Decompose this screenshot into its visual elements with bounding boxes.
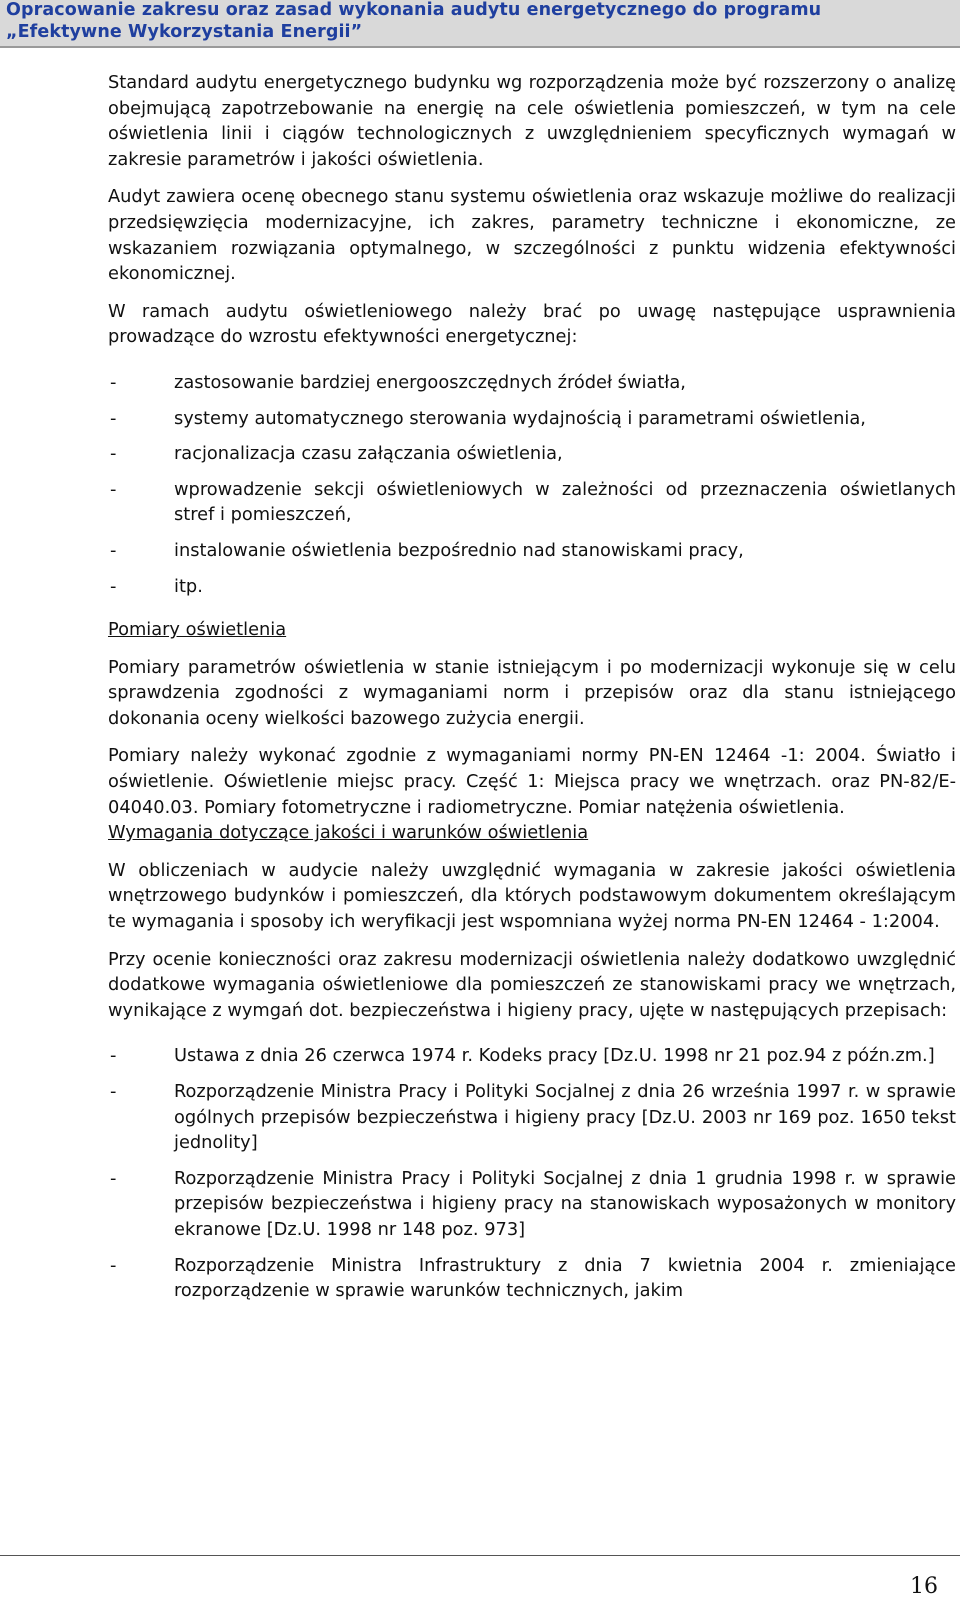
list-item-text: Ustawa z dnia 26 czerwca 1974 r. Kodeks pracy [Dz.U. 1998 nr 21 poz.94 z późn.zm.] (174, 1045, 935, 1067)
list-item (108, 538, 956, 564)
list-item-text: Rozporządzenie Ministra Infrastruktury z dnia 7 kwietnia 2004 r. zmieniające rozporządzenie w sprawie warunków technicznych, jakim (174, 1254, 956, 1302)
regulations-list (108, 1043, 956, 1303)
paragraph-improvements-intro: W ramach audytu oświetleniowego należy brać po uwagę następujące usprawnienia prowadzące do wzrostu efektywności energetycznej: (108, 300, 956, 348)
list-item (108, 1079, 956, 1156)
list-item-text: instalowanie oświetlenia bezpośrednio nad stanowiskami pracy, (174, 539, 744, 561)
list-item (108, 1166, 956, 1243)
paragraph-measurement-purpose: Pomiary parametrów oświetlenia w stanie istniejącym i po modernizacji wykonuje się w celu sprawdzenia zgodności z wymaganiami norm i przepisów oraz dla stanu istniejącego dokonania oceny wielkości bazowego zużycia energii. (108, 656, 956, 729)
list-bullet: - (110, 1045, 117, 1067)
paragraph-audit-contents: Audyt zawiera ocenę obecnego stanu systemu oświetlenia oraz wskazuje możliwe do realizacji przedsięwzięcia modernizacyjne, ich zakres, parametry techniczne i ekonomiczne, ze wskazaniem rozwiązania optymalnego, w szczególności z punktu widzenia efektywności ekonomicznej. (108, 186, 956, 285)
list-item-text: racjonalizacja czasu załączania oświetlenia, (174, 443, 563, 465)
page-number: 16 (910, 1574, 938, 1599)
list-bullet: - (110, 407, 117, 429)
list-item (108, 1253, 956, 1304)
list-item-text: Rozporządzenie Ministra Pracy i Polityki Socjalnej z dnia 1 grudnia 1998 r. w sprawie przepisów bezpieczeństwa i higieny pracy na stanowiskach wyposażonych w monitory ekranowe [Dz.U. 1998 nr 148 poz. 973] (174, 1167, 956, 1240)
paragraph-measurement-standards: Pomiary należy wykonać zgodnie z wymaganiami normy PN-EN 12464 -1: 2004. Światło i oświetlenie. Oświetlenie miejsc pracy. Część 1: Miejsca pracy we wnętrzach. oraz PN-82/E-04040.03. Pomiary fotometryczne i radiometryczne. Pomiar natężenia oświetlenia. (108, 745, 956, 818)
list-bullet: - (110, 1081, 117, 1102)
running-header (0, 0, 960, 48)
list-item (108, 406, 956, 432)
list-item (108, 574, 956, 600)
list-item-text: systemy automatycznego sterowania wydajnością i parametrami oświetlenia, (174, 407, 866, 429)
improvements-list (108, 370, 956, 599)
list-bullet: - (110, 443, 117, 465)
header-title-line-2: „Efektywne Wykorzystania Energii” (6, 22, 363, 42)
paragraph-safety-regulations-intro: Przy ocenie konieczności oraz zakresu modernizacji oświetlenia należy dodatkowo uwzględnić dodatkowe wymagania oświetleniowe dla pomieszczeń ze stanowiskami pracy we wnętrzach, wynikające z wymgań dot. bezpieczeństwa i higieny pracy, ujęte w następujących przepisach: (108, 948, 956, 1021)
list-bullet: - (110, 575, 117, 597)
document-body (108, 70, 956, 1304)
paragraph-calculation-requirements: W obliczeniach w audycie należy uwzględnić wymagania w zakresie jakości oświetlenia wnętrzowego budynków i pomieszczeń, dla których podstawowym dokumentem określającym te wymagania i sposoby ich weryfikacji jest wspomniana wyżej norma PN-EN 12464 - 1:2004. (108, 859, 956, 933)
list-bullet: - (110, 1254, 117, 1276)
list-item (108, 441, 956, 467)
list-item-text: zastosowanie bardziej energooszczędnych źródeł światła, (174, 371, 686, 393)
list-bullet: - (110, 539, 117, 561)
section-heading-quality-requirements: Wymagania dotyczące jakości i warunków oświetlenia (108, 822, 589, 844)
list-item-text: wprowadzenie sekcji oświetleniowych w zależności od przeznaczenia oświetlanych stref i pomieszczeń, (174, 478, 956, 526)
list-bullet: - (110, 371, 117, 393)
list-item-text: itp. (174, 575, 203, 597)
header-title-line-1: Opracowanie zakresu oraz zasad wykonania audytu energetycznego do programu (6, 0, 822, 20)
section-heading-lighting-measurements: Pomiary oświetlenia (108, 619, 287, 641)
list-item (108, 370, 956, 396)
list-bullet: - (110, 1167, 117, 1189)
list-bullet: - (110, 478, 117, 500)
list-item (108, 1043, 956, 1069)
paragraph-lighting-scope: Standard audytu energetycznego budynku wg rozporządzenia może być rozszerzony o analizę obejmującą zapotrzebowanie na energię na cele oświetlenia pomieszczeń, w tym na cele oświetlenia linii i ciągów technologicznych z uwzględnieniem specyficznych wymagań w zakresie parametrów i jakości oświetlenia. (108, 72, 956, 170)
list-item (108, 477, 956, 528)
footer-divider (0, 1555, 960, 1556)
list-item-text: Rozporządzenie Ministra Pracy i Polityki Socjalnej z dnia 26 września 1997 r. w sprawie ogólnych przepisów bezpieczeństwa i higieny pracy [Dz.U. 2003 nr 169 poz. 1650 tekst jednolity] (174, 1081, 956, 1154)
